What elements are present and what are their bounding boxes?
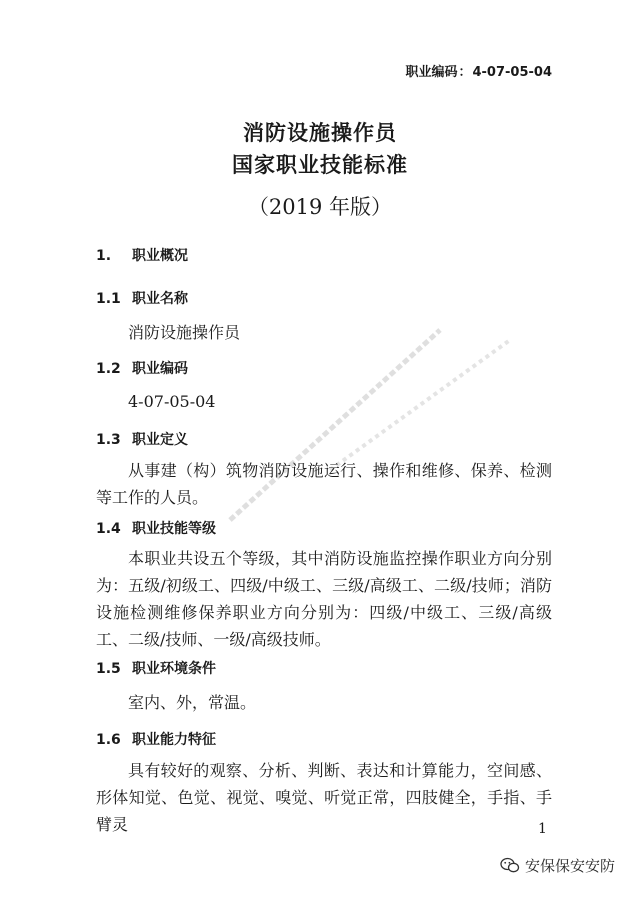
document-title-line1: 消防设施操作员 (243, 121, 397, 145)
section-heading-overview (96, 245, 188, 265)
page-number: 1 (538, 821, 547, 837)
section-number: 1.6 (96, 732, 121, 748)
section-number: 1.3 (96, 432, 121, 448)
edition-label: （2019 年版） (247, 195, 393, 219)
occupation-code-value: 4-07-05-04 (472, 65, 552, 80)
occupation-code-sep: ： (458, 65, 472, 80)
section-number: 1.5 (96, 661, 121, 677)
section-content-environment: 室内、外，常温。 (128, 693, 257, 712)
section-content-levels: 本职业共设五个等级，其中消防设施监控操作职业方向分别为：五级/初级工、四级/中级工、三级/高级工、二级/技师；消防设施检测维修保养职业方向分别为：四级/中级工、三级/高级工、二级/技师、一级/高级技师。 (96, 549, 552, 649)
section-content-name: 消防设施操作员 (128, 323, 241, 342)
section-number: 1.2 (96, 361, 121, 377)
brand-name: 安保保安安防 (525, 857, 616, 875)
section-title: 职业编码 (132, 361, 188, 377)
section-heading-definition (96, 429, 188, 449)
section-title: 职业能力特征 (132, 732, 216, 748)
wechat-icon (500, 857, 520, 874)
section-heading-environment (96, 658, 216, 678)
section-heading-levels (96, 518, 216, 538)
section-number: 1.4 (96, 521, 121, 537)
section-title: 职业环境条件 (132, 661, 216, 677)
brand-watermark (500, 855, 615, 876)
section-number: 1. (96, 248, 112, 264)
section-heading-ability (96, 729, 216, 749)
section-title: 职业技能等级 (132, 521, 216, 537)
section-number: 1.1 (96, 291, 121, 307)
section-heading-name (96, 288, 188, 308)
section-title: 职业名称 (132, 291, 188, 307)
occupation-code-line (405, 61, 552, 80)
section-content-code: 4-07-05-04 (128, 392, 216, 411)
section-title: 职业定义 (132, 432, 188, 448)
occupation-code-label: 职业编码 (405, 65, 458, 80)
section-heading-code (96, 358, 188, 378)
section-content-ability: 具有较好的观察、分析、判断、表达和计算能力，空间感、形体知觉、色觉、视觉、嗅觉、听觉正常，四肢健全，手指、手臂灵 (96, 761, 552, 834)
document-title-line2: 国家职业技能标准 (232, 153, 408, 177)
section-content-definition: 从事建（构）筑物消防设施运行、操作和维修、保养、检测等工作的人员。 (96, 461, 552, 507)
section-title: 职业概况 (132, 248, 188, 264)
